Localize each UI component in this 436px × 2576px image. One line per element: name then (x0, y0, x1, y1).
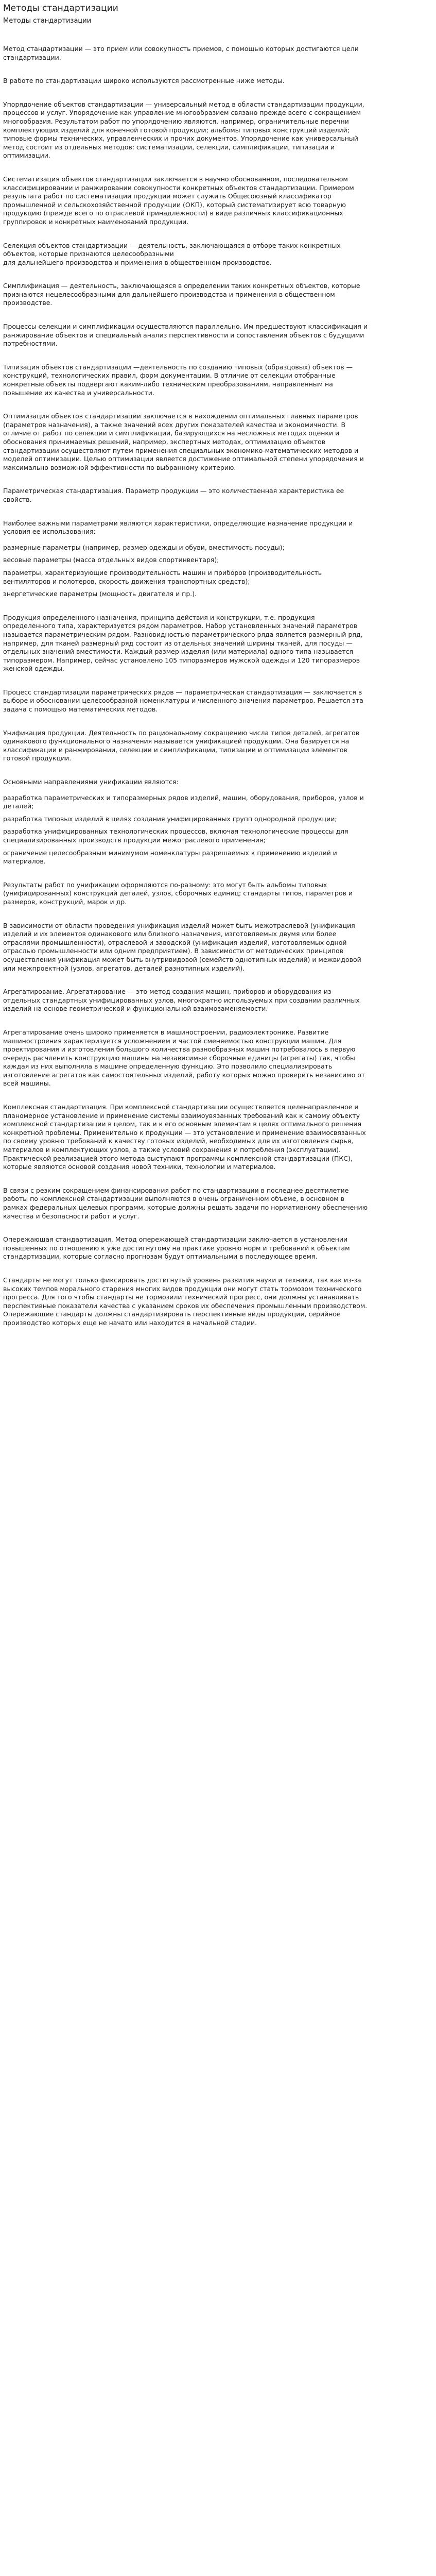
page-title: Методы стандартизации (3, 3, 118, 13)
list-item: энергетические параметры (мощность двигателя и пр.). (3, 590, 197, 598)
paragraph-unification-directions: Основными направлениями унификации являются: (3, 778, 179, 786)
paragraph-ordering: Упорядочение объектов стандартизации — универсальный метод в области стандартизации продукции, процессов и услуг. Упорядочение как управление многообразием связано прежде всего с сокращением многообразия. Результатом работ по упорядочению являются, например, ограничительные перечни комплектующих изделий для конечной готовой продукции; альбомы типовых конструкций изделий; типовые формы технических, управленческих и прочих документов. Упорядочение как универсальный метод состоит из отдельных методов: систематизации, селекции, симплификации, типизации и оптимизации. (3, 100, 364, 160)
list-item: параметры, характеризующие производительность машин и приборов (производительность вентиляторов и полотеров, скорость движения транспортных средств); (3, 568, 322, 585)
paragraph-parameters-intro: Наиболее важными параметрами являются характеристики, определяющие назначение продукции и условия ее использования: (3, 519, 353, 536)
paragraph-aggregation: Агрегатирование. Агрегатирование — это метод создания машин, приборов и оборудования из отдельных стандартных унифицированных узлов, многократно используемых при создании различных изделий на основе геометрической и функциональной взаимозаменяемости. (3, 988, 360, 1013)
paragraph-advanced-standards: Стандарты не могут только фиксировать достигнутый уровень развития науки и техники, так как из-за высоких темпов морального старения многих видов продукции они могут стать тормозом технического прогресса. Для того чтобы стандарты не тормозили технический прогресс, они должны устанавливать перспективные показатели качества с указанием сроков их обеспечения промышленным производством. Опережающие стандарты должны стандартизировать перспективные виды продукции, серийное производство которых еще не начато или находится в начальной стадии. (3, 1276, 368, 1327)
list-item: разработка типовых изделий в целях создания унифицированных групп однородной продукции; (3, 815, 337, 823)
list-item: ограничение целесообразным минимумом номенклатуры разрешаемых к применению изделий и материалов. (3, 849, 337, 866)
paragraph-unification-results: Результаты работ по унификации оформляются по-разному: это могут быть альбомы типовых (унифицированных) конструкций деталей, узлов, сборочных единиц; стандарты типов, параметров и размеров, конструкций, марок и др. (3, 880, 353, 906)
paragraph-typification: Типизация объектов стандартизации —деятельность по созданию типовых (образцовых) объектов — конструкций, технологических правил, форм документации. В отличие от селекции отобранные конкретные объекты подвергают каким-либо техническим преобразованиям, направленным на повышение их качества и универсальности. (3, 363, 353, 397)
paragraph-complex: Комплексная стандартизация. При комплексной стандартизации осуществляется целенаправленное и планомерное установление и применение системы взаимоувязанных требований как к самому объекту комплексной стандартизации в целом, так и к его основным элементам в целях оптимального решения конкретной проблемы. Применительно к продукции — это установление и применение взаимосвязанных по своему уровню требований к качеству готовых изделий, необходимых для их изготовления сырья, материалов и комплектующих узлов, а также условий сохранения и потребления (эксплуатации). Практической реализацией этого метода выступают программы комплексной стандартизации (ПКС), которые являются основой создания новой техники, технологии и материалов. (3, 1103, 366, 1171)
paragraph-optimization: Оптимизация объектов стандартизации заключается в нахождении оптимальных главных параметров (параметров назначения), а также значений всех других показателей качества и экономичности. В отличие от работ по селекции и симплификации, базирующихся на несложных методах оценки и обоснования принимаемых решений, например, экспертных методах, оптимизацию объектов стандартизации осуществляют путем применения специальных экономико-математических методов и моделей оптимизации. Целью оптимизации является достижение оптимальной степени упорядочения и максимально возможной эффективности по выбранному критерию. (3, 412, 364, 471)
paragraph-aggregation-usage: Агрегатирование очень широко применяется в машиностроении, радиоэлектронике. Развитие машиностроения характеризуется усложнением и частой сменяемостью конструкции машин. Для проектирования и изготовления большого количества разнообразных машин потребовалось в первую очередь расчленить конструкцию машины на независимые сборочные единицы (агрегаты) так, чтобы каждая из них выполняла в машине определенную функцию. Это позволило специализировать изготовление агрегатов как самостоятельных изделий, работу которых можно проверить независимо от всей машины. (3, 1028, 365, 1088)
paragraph-selection-process: Процессы селекции и симплификации осуществляются параллельно. Им предшествуют классификация и ранжирование объектов и специальный анализ перспективности и сопоставления объектов с будущими потребностями. (3, 323, 368, 348)
list-item: весовые параметры (масса отдельных видов спортинвентаря); (3, 556, 219, 564)
paragraph-parametric-process: Процесс стандартизации параметрических рядов — параметрическая стандартизация — заключается в выборе и обосновании целесообразной номенклатуры и численного значения параметров. Решается эта задача с помощью математических методов. (3, 688, 363, 714)
paragraph-unification-areas: В зависимости от области проведения унификация изделий может быть межотраслевой (унификация изделий и их элементов одинакового или близкого назначения, изготовляемых двумя или более отраслями промышленности), отраслевой и заводской (унификация изделий, изготовляемых одной отраслью промышленности или одним предприятием). В зависимости от методических принципов осуществления унификация может быть внутривидовой (семейств однотипных изделий) и межвидовой или межпроектной (узлов, агрегатов, деталей разнотипных изделий). (3, 921, 361, 972)
list-item: разработка параметрических и типоразмерных рядов изделий, машин, оборудования, приборов, узлов и деталей; (3, 793, 364, 810)
paragraph-intro: В работе по стандартизации широко используются рассмотренные ниже методы. (3, 77, 285, 85)
list-item: разработка унифицированных технологических процессов, включая технологические процессы для специализированных производств продукции межотраслевого применения; (3, 827, 348, 844)
paragraph-selection: Селекция объектов стандартизации — деятельность, заключающаяся в отборе таких конкретных объектов, которые признаются целесообразными для дальнейшего производства и применения в общественном производстве. (3, 241, 341, 266)
paragraph-systematization: Систематизация объектов стандартизации заключается в научно обоснованном, последовательном классифицировании и ранжировании совокупности конкретных объектов стандартизации. Примером результата работ по систематизации продукции может служить Общесоюзный классификатор промышленной и сельскохозяйственной продукции (ОКП), который систематизирует всю товарную продукцию (прежде всего по отраслевой принадлежности) в виде различных классификационных группировок и конкретных наименований продукции. (3, 175, 354, 226)
paragraph-complex-funding: В связи с резким сокращением финансирования работ по стандартизации в последнее десятилетие работы по комплексной стандартизации выполняются в очень ограниченном объеме, в основном в рамках федеральных целевых программ, которые должны решать задачи по нормативному обеспечению качества и безопасности работ и услуг. (3, 1186, 368, 1220)
paragraph-simplification: Симплификация — деятельность, заключающаяся в определении таких конкретных объектов, которые признаются нецелесообразными для дальнейшего производства и применения в общественном производстве. (3, 282, 360, 307)
list-item: размерные параметры (например, размер одежды и обуви, вместимость посуды); (3, 543, 285, 551)
paragraph-definition: Метод стандартизации — это прием или совокупность приемов, с помощью которых достигаются цели стандартизации. (3, 45, 359, 61)
paragraph-parametric-series: Продукция определенного назначения, принципа действия и конструкции, т.е. продукция определенного типа, характеризуется рядом параметров. Набор установленных значений параметров называется параметрическим рядом. Разновидностью параметрического ряда является размерный ряд, например, для тканей размерный ряд состоит из отдельных значений ширины тканей, для посуды — отдельных значений вместимости. Каждый размер изделия (или материала) одного типа называется типоразмером. Например, сейчас установлено 105 типоразмеров мужской одежды и 120 типоразмеров женской одежды. (3, 613, 363, 673)
paragraph-parametric: Параметрическая стандартизация. Параметр продукции — это количественная характеристика ее свойств. (3, 487, 344, 503)
paragraph-advanced: Опережающая стандартизация. Метод опережающей стандартизации заключается в установлении повышенных по отношению к уже достигнутому на практике уровню норм и требований к объектам стандартизации, которые согласно прогнозам будут оптимальными в последующее время. (3, 1235, 350, 1261)
paragraph-unification: Унификация продукции. Деятельность по рациональному сокращению числа типов деталей, агрегатов одинакового функционального назначения называется унификацией продукции. Она базируется на классификации и ранжировании, селекции и симплификации, типизации и оптимизации элементов готовой продукции. (3, 728, 360, 762)
article-body (3, 45, 427, 1328)
breadcrumb[interactable]: Методы стандартизации (3, 17, 92, 25)
